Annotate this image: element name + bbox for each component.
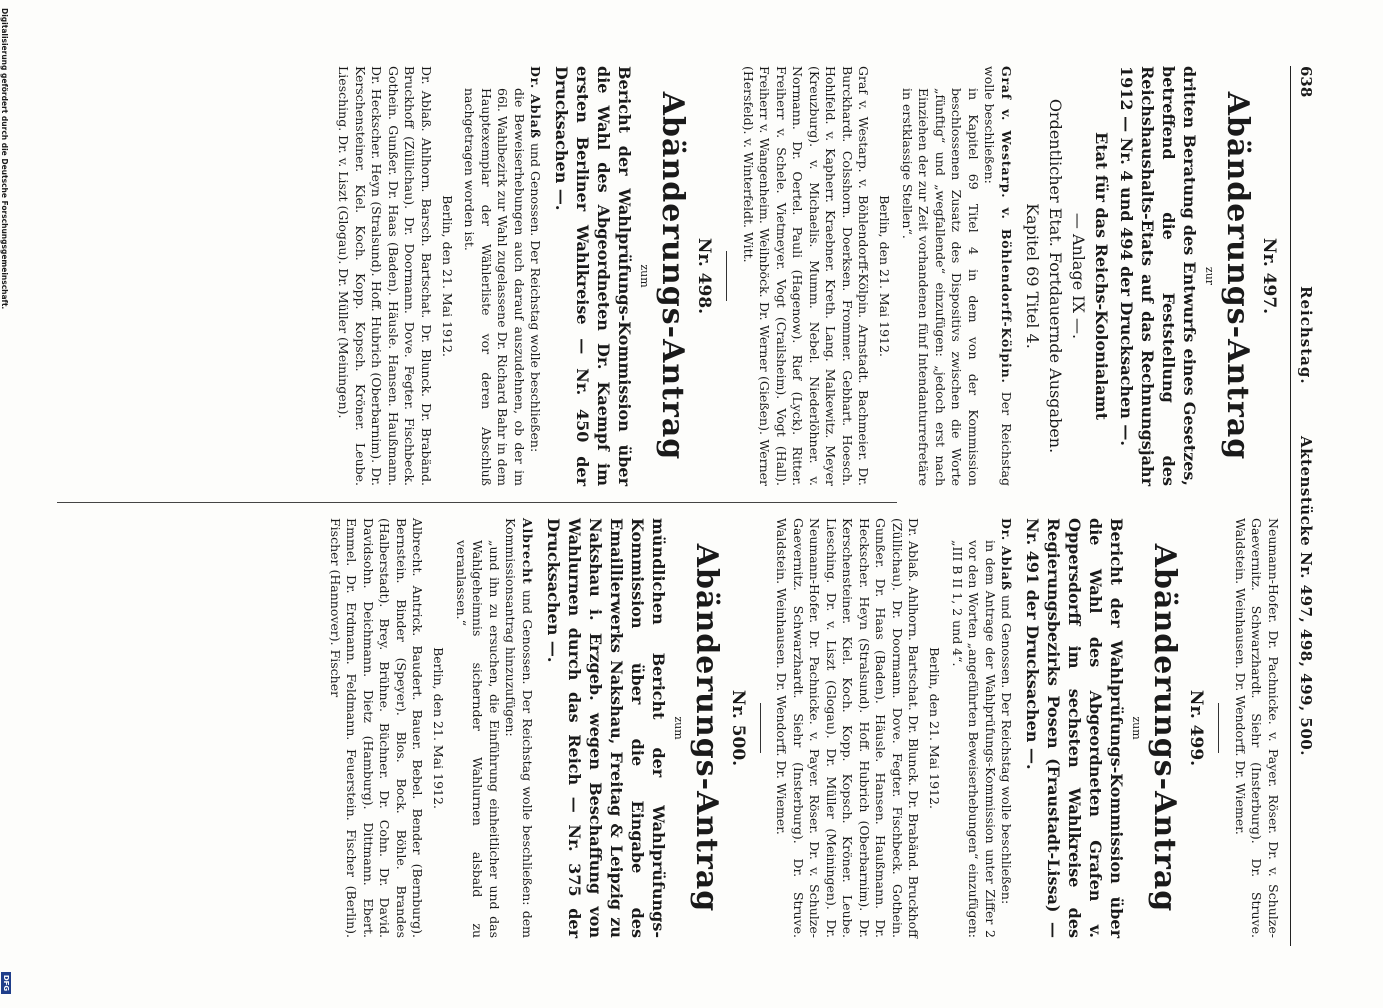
document-subject: Bericht der Wahlprüfungs-Kommission über die Wahl des Abgeordneten Grafen v. Oppersdorff im sechsten Wahlkreise des Regierungsbezirks Posen (Fraustadt-Lissa) — Nr. 491 der Drucksachen —. [1023, 518, 1127, 938]
motion-lead: Graf v. Westarp. v. Böhlendorff-Kölpin. [999, 66, 1014, 384]
dfg-logo: DFG [1, 972, 11, 994]
column-divider [57, 502, 897, 503]
etat-heading: Etat für das Reichs-Kolonialamt [1092, 132, 1111, 420]
document-title: Abänderungs-Antrag [655, 91, 691, 461]
document-title: Abänderungs-Antrag [689, 543, 724, 913]
kapitel-label: Kapitel 69 Titel 4. [1023, 203, 1042, 349]
document-numbers: Aktenstücke Nr. 497, 498, 499, 500. [1297, 436, 1315, 756]
page-header [1290, 66, 1317, 946]
right-column [327, 518, 1282, 938]
document-number: Nr. 497. [1259, 237, 1279, 315]
motion-body: in Kapitel 69 Titel 4 in dem von der Kommission beschlossenen Zusatz des Dispositivs zwischen die Worte „fünftig“ und „wegfallende“ einzufügen: „jedoch erst nach Einziehen der zur Zeit vorhandenen fünf Intendanturrefretäre in erstklassige Stellen“. [900, 88, 981, 486]
section-divider [727, 251, 728, 301]
section-divider [760, 703, 761, 753]
motion-intro-text: Der Reichstag wolle beschließen: [982, 66, 1014, 486]
page-body [67, 66, 1317, 946]
motion-intro [998, 518, 1015, 938]
signers-list: Graf v. Westarp. v. Böhlendorff-Kölpin. Arnstadt. Bachmeier. Dr. Burckhardt. Colsshorn. Doerksen. Frommer. Gebhart. Hoesch. Hohlfeld. v. Kapherr. Kraebner. Kreth. Lang. Malkewitz. Meyer (Kreuzburg). v. Michaelis. Mumm. Nebel. Niederlöhner. v. Normann. Dr. Oertel. Pauli (Hagenow). Rief (Lyck). Ritter. Freiherr v. Schele. Vietmeyer. Vogt (Crailsheim). Vogt (Hall). Freiherr v. Wangenheim. Weilnböck. Dr. Werner (Gießen). Werner (Hersfeld). v. Winterfeldt. Witt. [741, 66, 872, 486]
document-497 [740, 66, 1280, 486]
ausgaben-label: Ordentlicher Etat. Fortdauernde Ausgaben. [1046, 98, 1065, 454]
motion-body: „und ihn zu ersuchen, die Einführung einheitlicher und das Wahlgeheimnis sichernder Wahlurnen alsbald zu veranlassen.“ [454, 540, 502, 938]
motion-intro-text: und Genossen. Der Reichstag wolle beschließen: dem Kommissionsantrag hinzuzufügen: [503, 518, 535, 938]
document-499 [773, 518, 1207, 938]
motion-intro [502, 518, 535, 938]
date-line: Berlin, den 21. Mai 1912. [877, 195, 893, 357]
preposition: zur [1203, 266, 1216, 286]
date-line: Berlin, den 21. Mai 1912. [927, 647, 943, 809]
motion-lead: Dr. Ablaß [528, 66, 544, 139]
motion-body: in dem Antrage der Wahlprüfungs-Kommission unter Ziffer 2 vor den Worten „angeführten Beweiserhebungen“ einzufügen: „III B II 1, 2 und 4“. [950, 540, 998, 938]
document-500 [327, 518, 749, 938]
document-title: Abänderungs-Antrag [1220, 91, 1255, 461]
document-498 [335, 66, 715, 486]
anlage-label: — Anlage IX —. [1069, 212, 1088, 340]
left-column [335, 66, 1281, 486]
date-line: Berlin, den 21. Mai 1912. [440, 195, 455, 357]
preposition: zum [638, 264, 652, 288]
document-number: Nr. 500. [728, 689, 748, 767]
motion-intro-text: und Genossen. Der Reichstag wolle beschließen: [999, 594, 1015, 905]
preposition: zum [672, 716, 685, 740]
motion-lead: Albrecht [520, 518, 535, 585]
motion-lead: Dr. Ablaß [999, 518, 1015, 591]
document-subject: dritten Beratung des Entwurfs eines Gesetzes, betreffend die Feststellung des Reichshaushalts-Etats auf das Rechnungsjahr 1912 — Nr. 4 und 494 der Drucksachen —. [1117, 66, 1199, 486]
document-title: Abänderungs-Antrag [1147, 543, 1183, 913]
digitization-credit: Digitalisierung gefördert durch die Deutsche Forschungsgemeinschaft. [0, 8, 9, 310]
date-line: Berlin, den 21. Mai 1912. [431, 647, 447, 809]
signers-list: Albrecht. Antrick. Baudert. Bauer. Bebel. Bender (Bernburg). Bernstein. Binder (Speyer). Blos. Bock. Böhle. Brandes (Halberstadt). Brey. Brühne. Büchner. Dr. Cohn. Dr. David. Davidsohn. Deichmann. Dietz (Hamburg). Dittmann. Ebert. Emmel. Dr. Erdmann. Feldmann. Feuerstein. Fischer (Berlin). Fischer (Hannover). Fischer [328, 518, 426, 938]
preposition: zum [1130, 716, 1144, 740]
section-divider [1219, 703, 1220, 753]
document-subject: Bericht der Wahlprüfungs-Kommission über die Wahl des Abgeordneten Dr. Kaempf im ersten Berliner Wahlkreise — Nr. 450 der Drucksachen —. [552, 66, 635, 486]
motion-intro [981, 66, 1014, 486]
motion-intro-text: und Genossen. Der Reichstag wolle beschließen: [528, 142, 544, 453]
motion-intro [527, 66, 544, 486]
running-title: Reichstag. [1297, 286, 1315, 385]
document-number: Nr. 498. [694, 237, 715, 315]
motion-body: die Beweiserhebungen auch darauf auszudehnen, ob der im 66l. Wahlbezirk zur Wahl zugelassene Dr. Richard Bahr in dem Hauptexemplar der Wählerliste vor deren Abschluß nachgetragen worden ist. [462, 88, 527, 486]
document-number: Nr. 499. [1186, 689, 1207, 767]
signers-list: Dr. Ablaß. Ahlhorn. Bartschat. Dr. Blunck. Dr. Brabänd. Bruckhoff (Züllichau). Dr. Doormann. Dove. Fegter. Fischbeck. Gothein. Gunßer. Dr. Haas (Baden). Häusle. Hansen. Haußmann. Dr. Heckscher. Heyn (Stralsund). Hoff. Hubrich (Oberbarnim). Dr. Kerschensteiner. Kiel. Koch. Kopp. Kopsch. Kröner. Leube. Liesching. Dr. v. Liszt (Glogau). Dr. Müller (Meiningen). Dr. Neumann-Hofer. Dr. Pachnicke. v. Payer. Röser. Dr. v. Schulze-Gaevernitz. Schwarzhardt. Siehr (Insterburg). Dr. Struve. Waldstein. Weinhausen. Dr. Wendorff. Dr. Wiemer. [774, 518, 922, 938]
signers-continued: Neumann-Hofer. Dr. Pachnicke. v. Payer. Röser. Dr. v. Schulze-Gaevernitz. Schwarzhardt. Siehr (Insterburg). Dr. Struve. Waldstein. Weinhausen. Dr. Wendorff. Dr. Wiemer. [1233, 518, 1281, 938]
document-subject: mündlichen Bericht der Wahlprüfungs-Kommission über die Eingabe des Emaillierwerks Nakshau, Freitag & Leipzig zu Nakshau i. Erzgeb. wegen Beschaffung von Wahlurnen durch das Reich — Nr. 375 der Drucksachen —. [544, 518, 668, 938]
page-number: 638 [1297, 66, 1315, 98]
signers-list: Dr. Ablaß. Ahlhorn. Barsch. Bartschat. Dr. Blunck. Dr. Brabänd. Bruckhoff (Züllichau). Dr. Doormann. Dove. Fegter. Fischbeck. Gothein. Gunßer. Dr. Haas (Baden). Häusle. Hansen. Haußmann. Dr. Heckscher. Heyn (Stralsund). Hoff. Hubrich (Oberbarnim). Dr. Kerschensteiner. Kiel. Koch. Kopp. Kopsch. Kröner. Leube. Liesching. Dr. v. Liszt (Glogau). Dr. Müller (Meiningen). [336, 66, 434, 486]
